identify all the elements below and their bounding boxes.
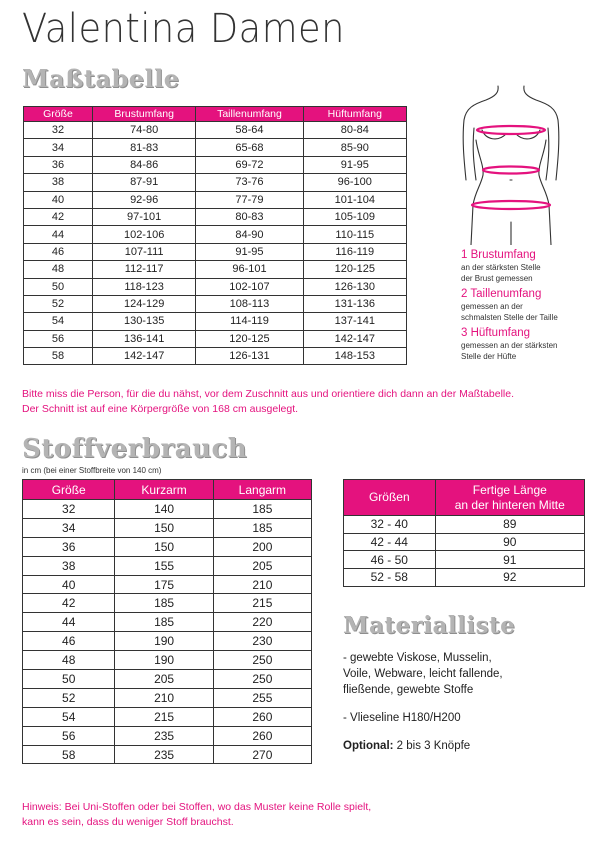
table-cell: 44 — [23, 613, 115, 632]
mass-table-row — [24, 139, 407, 156]
table-cell: 84-86 — [92, 156, 195, 173]
table-cell: 118-123 — [92, 278, 195, 295]
stoff-table-row — [23, 500, 312, 519]
length-col-line: Fertige Länge — [472, 482, 547, 497]
table-cell: 40 — [24, 191, 93, 208]
hint-line: Hinweis: Bei Uni-Stoffen oder bei Stoffen, wo das Muster keine Rolle spielt, — [22, 801, 372, 813]
legend-desc: an der stärksten Stelle — [461, 263, 541, 272]
table-cell: 220 — [213, 613, 311, 632]
table-cell: 32 — [24, 122, 93, 139]
table-cell: 215 — [213, 594, 311, 613]
mass-table-row — [24, 330, 407, 347]
table-cell: 250 — [213, 651, 311, 670]
table-cell: 42 — [24, 208, 93, 225]
table-cell: 108-113 — [196, 295, 303, 312]
table-cell: 91 — [435, 551, 584, 569]
table-cell: 185 — [115, 613, 213, 632]
table-cell: 130-135 — [92, 313, 195, 330]
table-cell: 48 — [23, 651, 115, 670]
mass-table-row — [24, 226, 407, 243]
stoff-subheading: in cm (bei einer Stoffbreite von 140 cm) — [22, 466, 162, 475]
table-cell: 50 — [24, 278, 93, 295]
table-cell: 87-91 — [92, 174, 195, 191]
table-cell: 91-95 — [196, 243, 303, 260]
table-cell: 185 — [213, 500, 311, 519]
stoff-table-row — [23, 594, 312, 613]
length-table — [343, 479, 585, 587]
table-cell: 89 — [435, 516, 584, 534]
length-table-row — [344, 569, 585, 587]
table-cell: 215 — [115, 707, 213, 726]
table-cell: 81-83 — [92, 139, 195, 156]
table-cell: 56 — [23, 726, 115, 745]
stoff-heading: Stoffverbrauch — [22, 434, 248, 464]
stoff-col-long: Langarm — [213, 480, 311, 500]
materialliste-body — [343, 650, 583, 766]
hint-note — [22, 800, 422, 830]
stoff-col-short: Kurzarm — [115, 480, 213, 500]
mass-table-row — [24, 156, 407, 173]
length-col-line: an der hinteren Mitte — [454, 497, 565, 512]
stoff-table-row — [23, 537, 312, 556]
table-cell: 58 — [24, 348, 93, 365]
stoff-table-header-row — [23, 480, 312, 500]
table-cell: 38 — [24, 174, 93, 191]
table-cell: 150 — [115, 537, 213, 556]
legend-desc: gemessen an der — [461, 302, 523, 311]
mass-col-chest: Brustumfang — [92, 107, 195, 122]
table-cell: 97-101 — [92, 208, 195, 225]
material-line: - gewebte Viskose, Musselin, — [343, 652, 492, 664]
mass-table-row — [24, 243, 407, 260]
mass-table-header-row — [24, 107, 407, 122]
table-cell: 44 — [24, 226, 93, 243]
table-cell: 52 — [24, 295, 93, 312]
table-cell: 150 — [115, 518, 213, 537]
optional-label: Optional: — [343, 740, 394, 752]
table-cell: 65-68 — [196, 139, 303, 156]
mass-table-heading: Maßtabelle — [22, 64, 180, 93]
mass-table-row — [24, 348, 407, 365]
table-cell: 46 — [24, 243, 93, 260]
legend-desc: schmalsten Stelle der Taille — [461, 313, 558, 322]
hint-line: kann es sein, dass du weniger Stoff brauchst. — [22, 816, 234, 828]
material-item-interfacing: - Vlieseline H180/H200 — [343, 712, 461, 724]
table-cell: 74-80 — [92, 122, 195, 139]
stoff-table-row — [23, 707, 312, 726]
length-col-length — [435, 480, 584, 516]
table-cell: 210 — [115, 688, 213, 707]
stoff-col-size: Größe — [23, 480, 115, 500]
table-cell: 32 — [23, 500, 115, 519]
length-table-row — [344, 516, 585, 534]
stoff-table-row — [23, 518, 312, 537]
table-cell: 56 — [24, 330, 93, 347]
mass-table — [23, 106, 407, 365]
body-silhouette-figure — [456, 80, 566, 245]
table-cell: 80-84 — [303, 122, 406, 139]
legend-desc: der Brust gemessen — [461, 274, 533, 283]
mass-table-row — [24, 191, 407, 208]
table-cell: 54 — [24, 313, 93, 330]
table-cell: 34 — [23, 518, 115, 537]
mass-col-hip: Hüftumfang — [303, 107, 406, 122]
table-cell: 69-72 — [196, 156, 303, 173]
table-cell: 260 — [213, 726, 311, 745]
stoff-table-row — [23, 556, 312, 575]
table-cell: 77-79 — [196, 191, 303, 208]
measure-note — [22, 387, 582, 417]
material-line: fließende, gewebte Stoffe — [343, 684, 474, 696]
table-cell: 205 — [115, 670, 213, 689]
table-cell: 40 — [23, 575, 115, 594]
table-cell: 110-115 — [303, 226, 406, 243]
table-cell: 116-119 — [303, 243, 406, 260]
table-cell: 90 — [435, 533, 584, 551]
table-cell: 190 — [115, 632, 213, 651]
table-cell: 235 — [115, 726, 213, 745]
measure-note-line: Bitte miss die Person, für die du nähst, vor dem Zuschnitt aus und orientiere dich dann an der Maßtabelle. — [22, 388, 515, 400]
legend-title: 2 Taillenumfang — [461, 288, 542, 300]
table-cell: 107-111 — [92, 243, 195, 260]
table-cell: 140 — [115, 500, 213, 519]
length-col-sizes: Größen — [344, 480, 436, 516]
table-cell: 32 - 40 — [344, 516, 436, 534]
stoff-table-row — [23, 575, 312, 594]
mass-table-row — [24, 295, 407, 312]
table-cell: 148-153 — [303, 348, 406, 365]
mass-table-row — [24, 208, 407, 225]
table-cell: 46 - 50 — [344, 551, 436, 569]
legend-item-waist — [461, 287, 596, 323]
table-cell: 54 — [23, 707, 115, 726]
mass-table-row — [24, 122, 407, 139]
table-cell: 120-125 — [196, 330, 303, 347]
table-cell: 48 — [24, 261, 93, 278]
table-cell: 96-100 — [303, 174, 406, 191]
table-cell: 34 — [24, 139, 93, 156]
table-cell: 255 — [213, 688, 311, 707]
material-line: Voile, Webware, leicht fallende, — [343, 668, 503, 680]
table-cell: 126-130 — [303, 278, 406, 295]
table-cell: 185 — [115, 594, 213, 613]
table-cell: 235 — [115, 745, 213, 764]
table-cell: 36 — [23, 537, 115, 556]
mass-col-waist: Taillenumfang — [196, 107, 303, 122]
table-cell: 142-147 — [92, 348, 195, 365]
table-cell: 52 - 58 — [344, 569, 436, 587]
table-cell: 260 — [213, 707, 311, 726]
length-table-row — [344, 551, 585, 569]
stoff-table-row — [23, 670, 312, 689]
table-cell: 112-117 — [92, 261, 195, 278]
legend-title: 1 Brustumfang — [461, 249, 536, 261]
table-cell: 102-107 — [196, 278, 303, 295]
table-cell: 136-141 — [92, 330, 195, 347]
material-item-optional — [343, 738, 583, 754]
measure-note-line: Der Schnitt ist auf eine Körpergröße von 168 cm ausgelegt. — [22, 403, 299, 415]
table-cell: 270 — [213, 745, 311, 764]
stoff-table — [22, 479, 312, 764]
table-cell: 42 — [23, 594, 115, 613]
legend-title: 3 Hüftumfang — [461, 327, 531, 339]
optional-text: 2 bis 3 Knöpfe — [393, 740, 471, 752]
table-cell: 142-147 — [303, 330, 406, 347]
legend-desc: Stelle der Hüfte — [461, 352, 517, 361]
table-cell: 36 — [24, 156, 93, 173]
stoff-table-row — [23, 651, 312, 670]
table-cell: 80-83 — [196, 208, 303, 225]
table-cell: 84-90 — [196, 226, 303, 243]
table-cell: 175 — [115, 575, 213, 594]
table-cell: 73-76 — [196, 174, 303, 191]
table-cell: 126-131 — [196, 348, 303, 365]
length-table-row — [344, 533, 585, 551]
legend-item-hip — [461, 326, 596, 362]
table-cell: 96-101 — [196, 261, 303, 278]
page-title: Valentina Damen — [22, 6, 345, 52]
table-cell: 137-141 — [303, 313, 406, 330]
materialliste-heading: Materialliste — [343, 612, 516, 639]
table-cell: 85-90 — [303, 139, 406, 156]
table-cell: 50 — [23, 670, 115, 689]
table-cell: 91-95 — [303, 156, 406, 173]
table-cell: 92 — [435, 569, 584, 587]
legend-item-chest — [461, 248, 596, 284]
table-cell: 124-129 — [92, 295, 195, 312]
table-cell: 250 — [213, 670, 311, 689]
legend-desc: gemessen an der stärksten — [461, 341, 558, 350]
table-cell: 205 — [213, 556, 311, 575]
table-cell: 210 — [213, 575, 311, 594]
table-cell: 120-125 — [303, 261, 406, 278]
table-cell: 58 — [23, 745, 115, 764]
table-cell: 52 — [23, 688, 115, 707]
table-cell: 92-96 — [92, 191, 195, 208]
table-cell: 230 — [213, 632, 311, 651]
table-cell: 114-119 — [196, 313, 303, 330]
stoff-table-row — [23, 726, 312, 745]
table-cell: 42 - 44 — [344, 533, 436, 551]
table-cell: 131-136 — [303, 295, 406, 312]
table-cell: 185 — [213, 518, 311, 537]
table-cell: 58-64 — [196, 122, 303, 139]
stoff-table-row — [23, 688, 312, 707]
stoff-table-row — [23, 745, 312, 764]
measurement-legend — [461, 248, 596, 365]
mass-table-row — [24, 174, 407, 191]
mass-table-row — [24, 313, 407, 330]
table-cell: 155 — [115, 556, 213, 575]
table-cell: 38 — [23, 556, 115, 575]
mass-table-row — [24, 278, 407, 295]
table-cell: 101-104 — [303, 191, 406, 208]
table-cell: 190 — [115, 651, 213, 670]
material-item-fabric — [343, 650, 583, 698]
length-table-header-row — [344, 480, 585, 516]
mass-table-row — [24, 261, 407, 278]
mass-col-size: Größe — [24, 107, 93, 122]
table-cell: 102-106 — [92, 226, 195, 243]
stoff-table-row — [23, 632, 312, 651]
table-cell: 105-109 — [303, 208, 406, 225]
stoff-table-row — [23, 613, 312, 632]
table-cell: 46 — [23, 632, 115, 651]
table-cell: 200 — [213, 537, 311, 556]
